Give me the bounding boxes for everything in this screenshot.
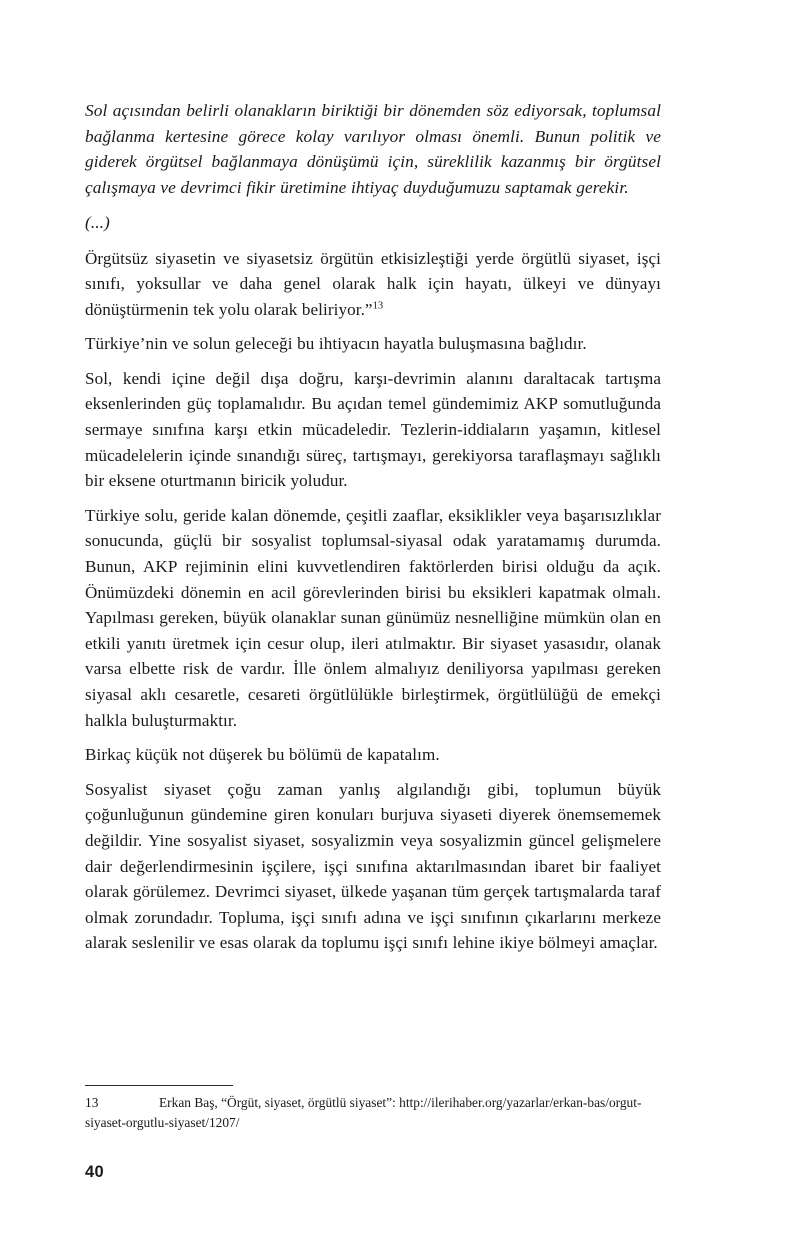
footnote-text[interactable]: Erkan Baş, “Örgüt, siyaset, örgütlü siyaset”: http://ilerihaber.org/yazarlar/erkan-bas/orgut-siyaset-orgutlu-siyaset/1207/ <box>85 1095 642 1130</box>
paragraph-sol-kendi-icine: Sol, kendi içine değil dışa doğru, karşı-devrimin alanını daraltacak tartışma eksenlerinden güç toplamalıdır. Bu açıdan temel gündemimiz AKP somutluğunda sermaye sınıfına karşı etkin mücadeledir. Tezlerin-iddiaların yaşamın, kitlesel mücadelelerin içinde sınandığı süreç, tartışmayı, gerekiyorsa taraflaşmayı sağlıklı bir eksene oturtmanın biricik yoludur. <box>85 368 661 491</box>
footnote-separator-rule <box>85 1085 233 1086</box>
paragraph-sosyalist-siyaset: Sosyalist siyaset çoğu zaman yanlış algılandığı gibi, toplumun büyük çoğunluğunun gündemine giren konuları burjuva siyaseti diyerek önemsememek değildir. Yine sosyalist siyaset, sosyalizmin veya sosyalizmin güncel gelişmelere dair değerlendirmesinin işçilere, işçi sınıfına aktarılmasından ibaret bir faaliyet olarak görülemez. Devrimci siyaset, ülkede yaşanan tüm gerçek tartışmalarda taraf olmak zorundadır. Topluma, işçi sınıfı adına ve işçi sınıfının çıkarlarını merkeze alarak seslenilir ve esas olarak da toplumu işçi sınıfı lehine ikiye bölmeyi amaçlar. <box>85 779 661 953</box>
paragraph-quote-italic: Sol açısından belirli olanakların biriktiği bir dönemden söz ediyorsak, toplumsal bağlanma kertesine görece kolay varılıyor olması önemli. Bunun politik ve giderek örgütsel bağlanmaya dönüşümü için, süreklilik kazanmış bir örgütsel çalışmaya ve devrimci fikir üretimine ihtiyaç duyduğumuzu saptamak gerekir. <box>85 101 661 198</box>
footnote-item-13 <box>85 1093 661 1132</box>
paragraph-ellipsis: (...) <box>85 212 110 232</box>
paragraph-turkiye-solu: Türkiye solu, geride kalan dönemde, çeşitli zaaflar, eksiklikler veya başarısızlıklar sonucunda, güçlü bir sosyalist toplumsal-siyasal odak yaratamamış durumda. Bunun, AKP rejiminin elini kuvvetlendiren faktörlerden birisi olduğu da açık. Önümüzdeki dönemin en acil görevlerinden birisi bu eksikleri kapatmak olmalı. Yapılması gereken, büyük olanaklar sunan günümüz nesnelliğine mümkün olan en etkili yanıtı üretmek için cesur olup, ileri atılmaktır. Bir siyaset yasasıdır, olanak varsa elbette risk de vardır. İlle önlem almalıyız deniliyorsa yapılması gereken siyasal aklı cesaretle, cesareti örgütlülükle birleştirmek, örgütlülüğü de emekçi halkla buluşturmaktır. <box>85 505 661 730</box>
paragraph-birkac-kucuk-not: Birkaç küçük not düşerek bu bölümü de kapatalım. <box>85 745 440 765</box>
footnote-number: 13 <box>85 1095 99 1110</box>
footnote-area <box>85 1085 661 1132</box>
paragraph-turkiye-gelecek: Türkiye’nin ve solun geleceği bu ihtiyacın hayatla buluşmasına bağlıdır. <box>85 334 587 354</box>
body-text-block <box>85 98 661 965</box>
paragraph-quote-end <box>85 246 661 323</box>
paragraph-quote-end-text: Örgütsüz siyasetin ve siyasetsiz örgütün etkisizleştiği yerde örgütlü siyaset, işçi sınıfı, yoksullar ve daha genel olarak halk için hayatı, ülkeyi ve dünyayı dönüştürmenin tek yolu olarak beliriyor.” <box>85 248 661 319</box>
footnote-reference-13[interactable]: 13 <box>372 300 384 312</box>
page-number: 40 <box>85 1163 105 1181</box>
